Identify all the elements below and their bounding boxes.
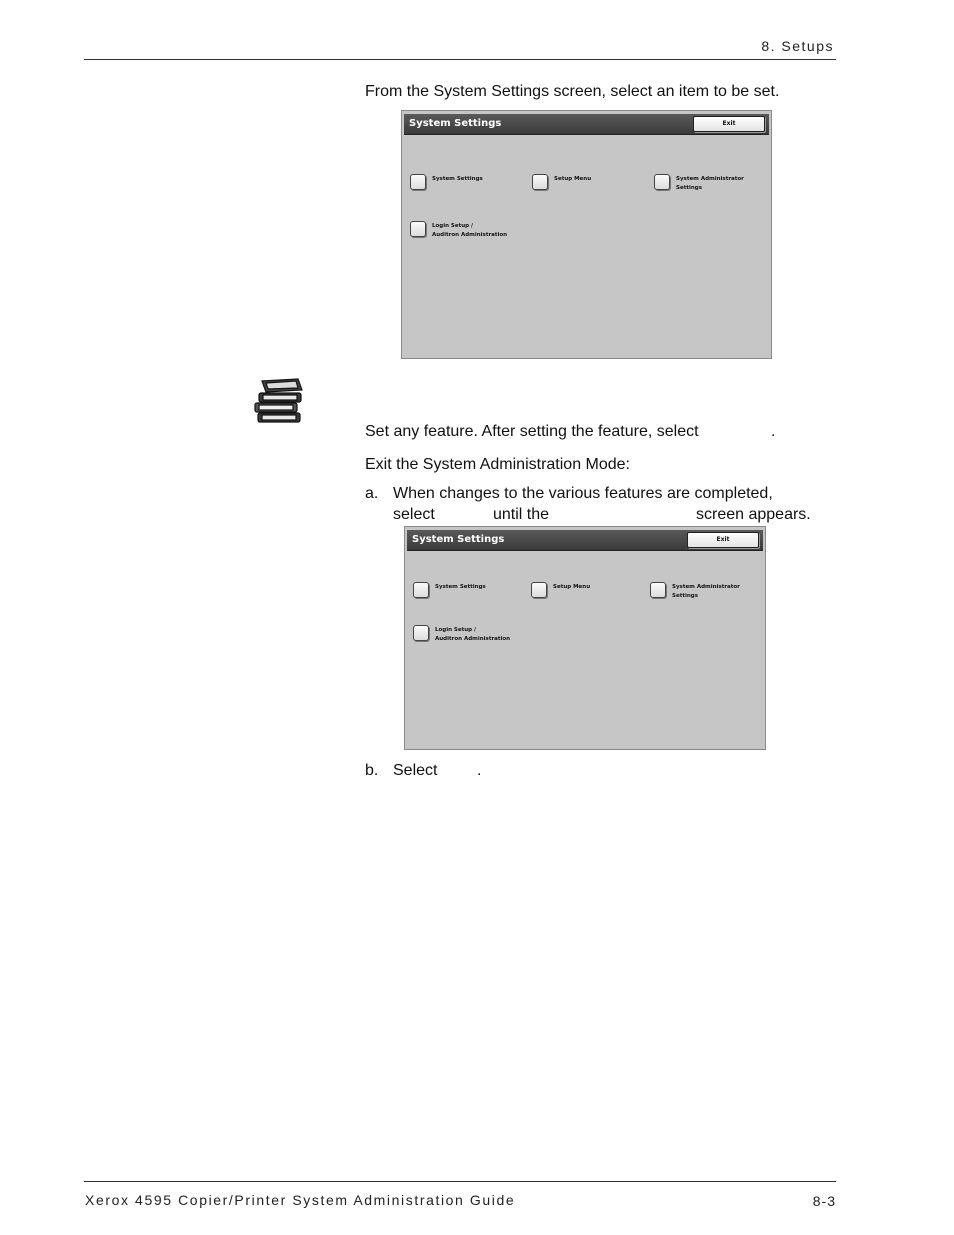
option-label: Login Setup / Auditron Administration [432, 223, 508, 238]
option-setup-menu[interactable] [531, 582, 590, 598]
option-system-settings[interactable] [410, 174, 483, 190]
step-a-until: until the [493, 506, 550, 523]
system-settings-screenshot [404, 526, 766, 750]
option-button[interactable] [413, 625, 429, 641]
instruction-set-feature: Set any feature. After setting the feature, select [365, 423, 699, 440]
instruction-select-item: From the System Settings screen, select an item to be set. [365, 83, 780, 100]
footer-rule [84, 1181, 836, 1182]
header-rule [84, 59, 836, 60]
page-number: 8-3 [812, 1193, 836, 1209]
step-b-period: . [477, 762, 482, 779]
system-settings-screenshot [401, 110, 772, 359]
step-b-select: Select [393, 762, 438, 779]
option-label: Setup Menu [553, 584, 591, 590]
exit-button[interactable]: Exit [687, 532, 759, 548]
option-label: System Settings [435, 584, 486, 590]
option-system-administrator-settings[interactable] [650, 582, 740, 601]
step-a-select: select [393, 506, 435, 523]
guide-title: Xerox 4595 Copier/Printer System Administration Guide [85, 1192, 516, 1208]
option-label: Login Setup / Auditron Administration [435, 627, 511, 642]
option-label: Setup Menu [554, 176, 592, 182]
option-system-administrator-settings[interactable] [654, 174, 744, 193]
running-header: 8. Setups [761, 38, 834, 54]
option-login-setup-auditron[interactable] [413, 625, 510, 644]
option-button[interactable] [531, 582, 547, 598]
screen-title: System Settings [409, 118, 502, 129]
screen-title: System Settings [412, 534, 505, 545]
option-label: System Settings [432, 176, 483, 182]
screen-title-bar [407, 530, 763, 551]
exit-button[interactable]: Exit [693, 116, 765, 132]
option-label: System Administrator Settings [672, 584, 740, 599]
option-button[interactable] [410, 174, 426, 190]
option-button[interactable] [413, 582, 429, 598]
option-system-settings[interactable] [413, 582, 486, 598]
option-label: System Administrator Settings [676, 176, 744, 191]
option-button[interactable] [654, 174, 670, 190]
option-button[interactable] [532, 174, 548, 190]
option-button[interactable] [650, 582, 666, 598]
step-a-line1: When changes to the various features are completed, [393, 485, 773, 502]
instruction-set-feature-period: . [771, 423, 776, 440]
instruction-exit-heading: Exit the System Administration Mode: [365, 456, 630, 473]
option-login-setup-auditron[interactable] [410, 221, 507, 240]
screen-title-bar [404, 114, 769, 135]
books-icon [252, 377, 308, 425]
step-b-marker: b. [365, 762, 379, 779]
option-setup-menu[interactable] [532, 174, 591, 190]
option-button[interactable] [410, 221, 426, 237]
step-a-marker: a. [365, 485, 379, 502]
step-a-screen-appears: screen appears. [696, 506, 811, 523]
